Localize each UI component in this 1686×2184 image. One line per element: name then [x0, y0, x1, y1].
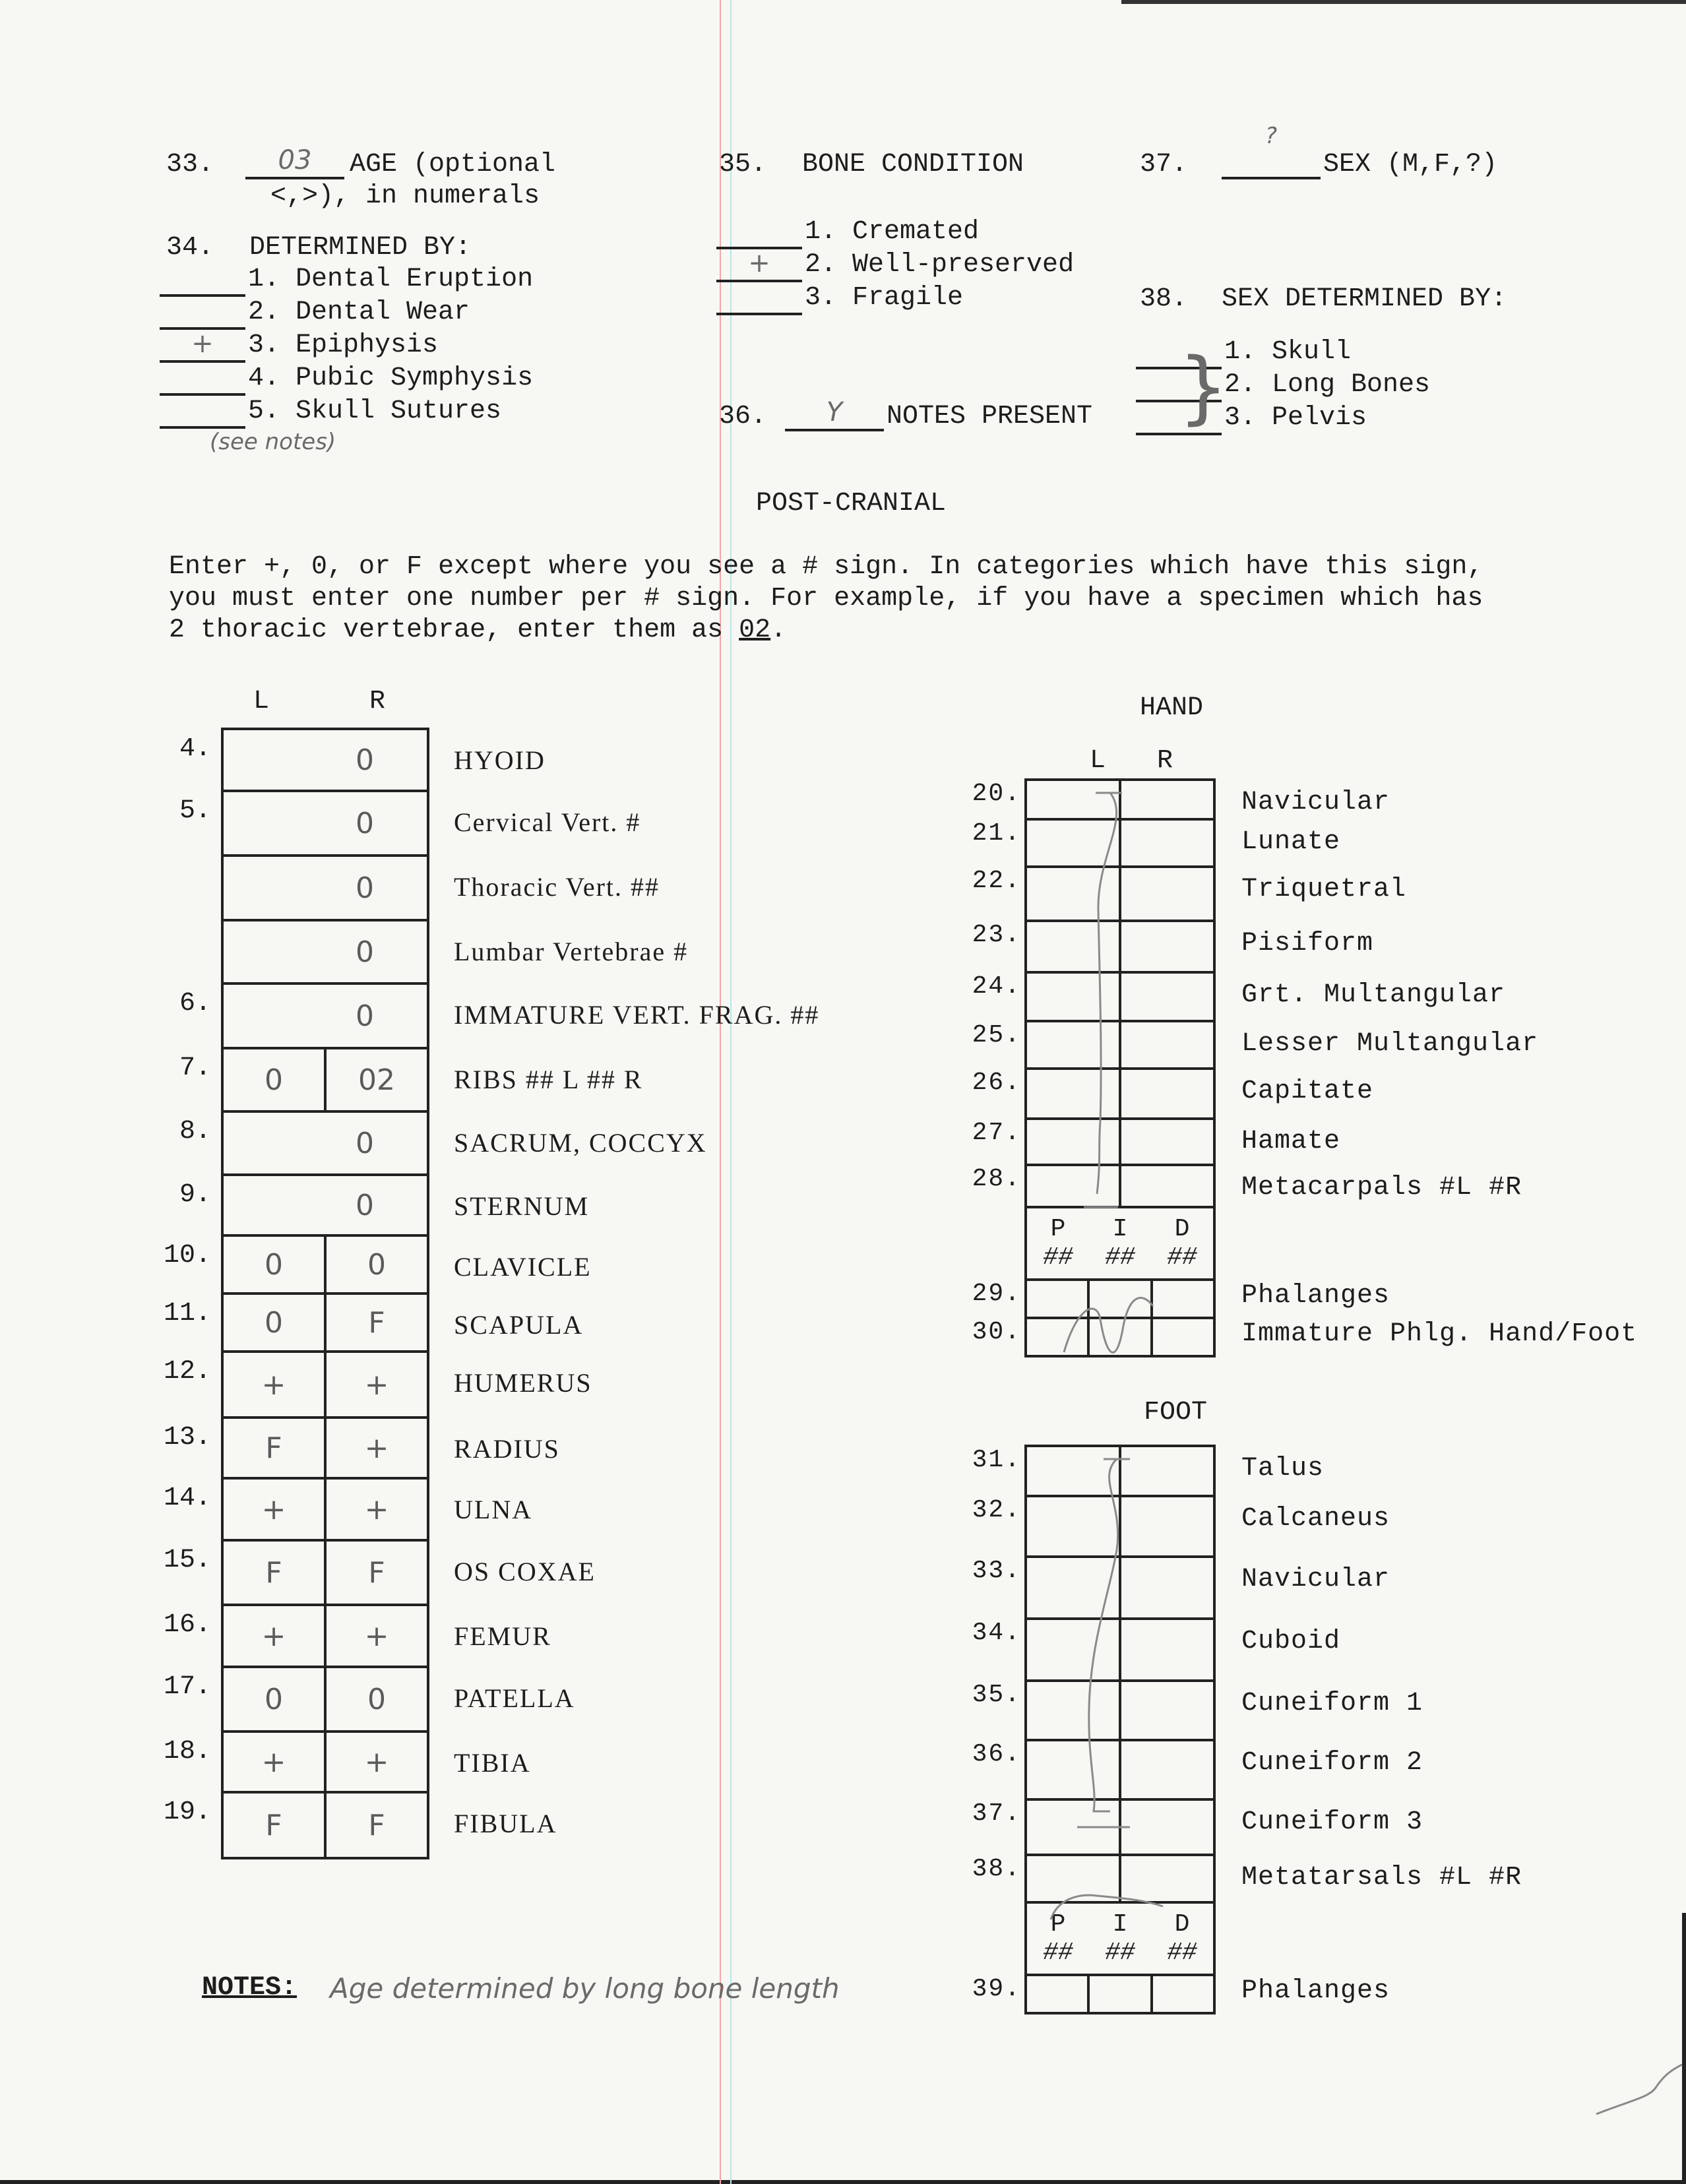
- bone-row: [1027, 821, 1213, 868]
- phalanx-hash: ##: [1105, 1939, 1135, 1967]
- q37-value: ?: [1264, 123, 1278, 149]
- row-label: Pisiform: [1241, 929, 1374, 958]
- cell-left[interactable]: [1027, 1120, 1121, 1164]
- bone-row: [1027, 974, 1213, 1022]
- phalanx-row: [1027, 1319, 1213, 1357]
- cell-left[interactable]: [224, 1794, 327, 1857]
- cell-mark: F: [368, 1555, 385, 1590]
- cell-mark: 0: [265, 1305, 283, 1340]
- cell-right[interactable]: [327, 1237, 427, 1292]
- row-number: 11.: [163, 1299, 211, 1328]
- cell-right[interactable]: [1121, 1856, 1213, 1901]
- cell-mark: 0: [367, 1682, 386, 1716]
- q33-label-line1: AGE (optional: [350, 150, 556, 179]
- cell-right[interactable]: [327, 1049, 427, 1110]
- grid-row: [224, 1542, 427, 1606]
- row-number: 4.: [179, 734, 211, 764]
- cell-left[interactable]: [1027, 1070, 1121, 1117]
- row-label: FIBULA: [454, 1809, 557, 1838]
- grid-row: [224, 1237, 427, 1295]
- cell-left[interactable]: [224, 1419, 327, 1477]
- phalanx-header-label: P: [1050, 1910, 1066, 1939]
- row-label: Cuneiform 2: [1241, 1748, 1423, 1778]
- phalanx-cell[interactable]: [1153, 1976, 1213, 2012]
- cell-left[interactable]: [1027, 1022, 1121, 1067]
- grid-row: [224, 1480, 427, 1542]
- row-label: RADIUS: [454, 1434, 560, 1464]
- grid-row: [224, 1419, 427, 1480]
- q38-option-label: 2. Long Bones: [1224, 370, 1431, 400]
- cell-right[interactable]: [1121, 1682, 1213, 1739]
- row-label: HYOID: [454, 745, 546, 775]
- q38-number: 38.: [1140, 284, 1188, 314]
- row-label: Thoracic Vert. ##: [454, 872, 660, 902]
- grid-row: [224, 857, 427, 921]
- bone-row: [1027, 1447, 1213, 1497]
- row-number: 21.: [972, 819, 1021, 848]
- cell-mark: +: [261, 1492, 286, 1526]
- cell-left[interactable]: [224, 1049, 327, 1110]
- cell-right[interactable]: [327, 1542, 427, 1604]
- cell-mark: 0: [356, 935, 374, 969]
- cell-right[interactable]: [1121, 1022, 1213, 1067]
- cell-mark: +: [261, 1619, 286, 1653]
- grid-row: [224, 792, 427, 857]
- row-number: 19.: [163, 1797, 211, 1827]
- instructions-line-1: Enter +, 0, or F except where you see a # sign. In categories which have this sign,: [169, 552, 1483, 582]
- row-number: 38.: [972, 1855, 1021, 1883]
- row-label: RIBS ## L ## R: [454, 1065, 643, 1094]
- foot-title: FOOT: [1144, 1398, 1208, 1427]
- bone-row: [1027, 1497, 1213, 1558]
- q38-bracket-mark: }: [1178, 342, 1229, 433]
- q36-number: 36.: [719, 402, 767, 431]
- cell-left[interactable]: [1027, 922, 1121, 971]
- cell-left[interactable]: [1027, 1620, 1121, 1679]
- row-label: Navicular: [1241, 788, 1390, 817]
- cell-mark: F: [368, 1808, 385, 1842]
- phalanx-row: [1027, 1976, 1213, 2014]
- cell-right[interactable]: [327, 1353, 427, 1416]
- cell-right[interactable]: [327, 1606, 427, 1666]
- row-number: 7.: [179, 1053, 211, 1083]
- grid-row: [224, 1176, 427, 1237]
- row-label: Talus: [1241, 1454, 1325, 1483]
- q35-number: 35.: [719, 150, 767, 179]
- q36-value: Y: [826, 397, 843, 427]
- bone-row: [1027, 1682, 1213, 1741]
- cell-mark: +: [261, 1367, 286, 1402]
- cell-left[interactable]: [224, 1668, 327, 1730]
- cell-right[interactable]: [327, 1419, 427, 1477]
- cell-value[interactable]: [224, 985, 427, 1047]
- cell-right[interactable]: [327, 1668, 427, 1730]
- instructions-suffix: .: [770, 615, 787, 645]
- phalanx-header-label: P: [1050, 1215, 1066, 1243]
- phalanx-header-label: I: [1112, 1910, 1128, 1939]
- bone-row: [1027, 1856, 1213, 1904]
- cell-right[interactable]: [1121, 1620, 1213, 1679]
- grid-row: [224, 730, 427, 792]
- row-label: SACRUM, COCCYX: [454, 1128, 707, 1158]
- scan-edge-top: [1121, 0, 1686, 4]
- bone-row: [1027, 781, 1213, 821]
- row-label: HUMERUS: [454, 1368, 592, 1398]
- row-label: FEMUR: [454, 1621, 551, 1651]
- phalanx-hash: ##: [1167, 1939, 1197, 1967]
- bone-row: [1027, 1558, 1213, 1620]
- row-number: 37.: [972, 1799, 1021, 1828]
- grid-row: [224, 985, 427, 1049]
- cell-mark: +: [364, 1431, 389, 1465]
- cell-right[interactable]: [327, 1480, 427, 1539]
- phalanx-hash: ##: [1105, 1243, 1135, 1272]
- cell-left[interactable]: [224, 1480, 327, 1539]
- row-label: Lumbar Vertebrae #: [454, 937, 689, 966]
- phalanx-header-label: I: [1112, 1215, 1128, 1243]
- q34-option-label: 2. Dental Wear: [248, 297, 470, 327]
- cell-right[interactable]: [1121, 1070, 1213, 1117]
- cell-right[interactable]: [327, 1733, 427, 1791]
- phalanx-cell[interactable]: [1153, 1281, 1213, 1317]
- cell-right[interactable]: [1121, 821, 1213, 865]
- cell-mark: 0: [356, 806, 374, 840]
- phalanx-cell[interactable]: [1090, 1281, 1152, 1317]
- phalanx-hash: ##: [1043, 1243, 1073, 1272]
- cell-mark: 0: [356, 743, 374, 777]
- row-number: 18.: [163, 1737, 211, 1766]
- phalanx-cell[interactable]: [1090, 1976, 1152, 2012]
- cell-right[interactable]: [1121, 974, 1213, 1020]
- q34-annotation: (see notes): [210, 429, 336, 455]
- cell-left[interactable]: [224, 1237, 327, 1292]
- row-label: Cervical Vert. #: [454, 807, 641, 837]
- bone-row: [1027, 1620, 1213, 1682]
- row-number: 23.: [972, 921, 1021, 949]
- cell-right[interactable]: [1121, 1558, 1213, 1617]
- row-number: 16.: [163, 1610, 211, 1640]
- row-label: Calcaneus: [1241, 1504, 1390, 1534]
- q33-label-line2: <,>), in numerals: [270, 181, 540, 211]
- row-number: 22.: [972, 867, 1021, 895]
- cell-right[interactable]: [1121, 1497, 1213, 1555]
- phalanx-cell[interactable]: [1027, 1281, 1090, 1317]
- cell-value[interactable]: [224, 921, 427, 982]
- row-number: 14.: [163, 1483, 211, 1513]
- cell-mark: F: [265, 1808, 282, 1842]
- phalanx-cell[interactable]: [1027, 1976, 1090, 2012]
- row-number: 25.: [972, 1021, 1021, 1049]
- grid-header-right: R: [369, 687, 386, 716]
- cell-right[interactable]: [1121, 1166, 1213, 1206]
- cell-mark: 02: [358, 1063, 395, 1097]
- phalanx-header-label: D: [1174, 1215, 1190, 1243]
- bone-row: [1027, 1166, 1213, 1208]
- q34-option-label: 4. Pubic Symphysis: [248, 363, 534, 393]
- q35-option-label: 1. Cremated: [805, 217, 980, 247]
- post-cranial-grid: [221, 728, 429, 1859]
- q34-number: 34.: [166, 233, 214, 263]
- cell-right[interactable]: [1121, 1801, 1213, 1854]
- q34-option-label: 1. Dental Eruption: [248, 265, 534, 294]
- row-number: 26.: [972, 1069, 1021, 1097]
- row-label: Grt. Multangular: [1241, 980, 1506, 1010]
- instructions-example-value: 02: [739, 615, 771, 645]
- q35-option-label: 3. Fragile: [805, 283, 964, 313]
- cell-mark: +: [261, 1745, 286, 1779]
- cell-mark: 0: [356, 1188, 374, 1222]
- cell-left[interactable]: [224, 1733, 327, 1791]
- q38-heading: SEX DETERMINED BY:: [1222, 284, 1507, 314]
- q34-heading: DETERMINED BY:: [249, 233, 472, 263]
- bone-row: [1027, 1070, 1213, 1120]
- post-cranial-title: POST-CRANIAL: [756, 489, 947, 518]
- row-number: 17.: [163, 1672, 211, 1702]
- hand-title: HAND: [1140, 693, 1204, 723]
- cell-mark: +: [364, 1367, 389, 1402]
- cell-left[interactable]: [224, 1353, 327, 1416]
- row-label: Metatarsals #L #R: [1241, 1863, 1522, 1892]
- q37-sex-field[interactable]: [1222, 123, 1321, 179]
- row-number: 35.: [972, 1681, 1021, 1709]
- bone-row: [1027, 1741, 1213, 1801]
- grid-row: [224, 1113, 427, 1176]
- row-number: 15.: [163, 1545, 211, 1575]
- cell-mark: F: [265, 1555, 282, 1590]
- grid-row: [224, 1668, 427, 1733]
- cell-left[interactable]: [1027, 1497, 1121, 1555]
- row-label: ULNA: [454, 1495, 533, 1524]
- q34-option-mark: +: [191, 328, 214, 359]
- row-number: 24.: [972, 972, 1021, 1001]
- cell-mark: +: [364, 1619, 389, 1653]
- phalanx-hash: ##: [1043, 1939, 1073, 1967]
- cell-mark: +: [364, 1492, 389, 1526]
- bone-row: [1027, 1801, 1213, 1856]
- row-label: CLAVICLE: [454, 1252, 592, 1282]
- phalanx-row: [1027, 1281, 1213, 1319]
- cell-left[interactable]: [1027, 974, 1121, 1020]
- row-label: Cuneiform 1: [1241, 1689, 1423, 1718]
- cell-mark: 0: [356, 1126, 374, 1160]
- cell-value[interactable]: [224, 1113, 427, 1173]
- grid-row: [224, 1606, 427, 1668]
- row-number: 28.: [972, 1165, 1021, 1193]
- grid-row: [224, 1733, 427, 1794]
- cell-mark: 0: [356, 871, 374, 905]
- phalanx-header-label: D: [1174, 1910, 1190, 1939]
- cell-value[interactable]: [224, 730, 427, 790]
- grid-row: [224, 1295, 427, 1353]
- cell-left[interactable]: [224, 1606, 327, 1666]
- grid-row: [224, 1353, 427, 1419]
- cell-left[interactable]: [1027, 781, 1121, 818]
- cell-right[interactable]: [1121, 868, 1213, 920]
- row-label: OS COXAE: [454, 1557, 596, 1586]
- cell-left[interactable]: [1027, 1801, 1121, 1854]
- row-label: Phalanges: [1241, 1976, 1390, 2006]
- cell-right[interactable]: [1121, 1447, 1213, 1495]
- row-number: 27.: [972, 1119, 1021, 1147]
- row-label: Phalanges: [1241, 1281, 1390, 1311]
- cell-value[interactable]: [224, 792, 427, 854]
- q34-option-label: 5. Skull Sutures: [248, 396, 502, 426]
- q37-label: SEX (M,F,?): [1323, 150, 1498, 179]
- row-label: PATELLA: [454, 1683, 575, 1713]
- row-label: STERNUM: [454, 1191, 590, 1221]
- cell-right[interactable]: [327, 1794, 427, 1857]
- margin-line-red: [720, 0, 721, 2184]
- margin-line-cyan: [730, 0, 732, 2184]
- phalanx-header: [1027, 1208, 1213, 1281]
- cell-left[interactable]: [1027, 1741, 1121, 1798]
- bone-row: [1027, 1022, 1213, 1070]
- phalanx-header: [1027, 1904, 1213, 1976]
- cell-left[interactable]: [224, 1295, 327, 1350]
- cell-right[interactable]: [1121, 781, 1213, 818]
- q33-age-value: 03: [278, 145, 312, 175]
- q38-option-label: 1. Skull: [1224, 337, 1352, 367]
- cell-left[interactable]: [1027, 1856, 1121, 1901]
- notes-label: NOTES:: [202, 1973, 297, 2003]
- row-label: Lesser Multangular: [1241, 1029, 1539, 1059]
- cell-mark: F: [368, 1305, 385, 1340]
- cell-left[interactable]: [1027, 1558, 1121, 1617]
- phalanx-cell[interactable]: [1027, 1319, 1090, 1355]
- row-number: 39.: [972, 1975, 1021, 2003]
- row-number: 10.: [163, 1241, 211, 1270]
- cell-right[interactable]: [327, 1295, 427, 1350]
- phalanx-cell[interactable]: [1090, 1319, 1152, 1355]
- row-number: 9.: [179, 1180, 211, 1210]
- row-number: 20.: [972, 780, 1021, 808]
- cell-mark: 0: [356, 999, 374, 1033]
- q37-number: 37.: [1140, 150, 1188, 179]
- row-number: 36.: [972, 1740, 1021, 1768]
- cell-mark: 0: [265, 1247, 283, 1282]
- grid-header-left: L: [253, 687, 270, 716]
- instructions-line-3-text: 2 thoracic vertebrae, enter them as: [169, 615, 739, 645]
- row-number: 30.: [972, 1318, 1021, 1346]
- cell-left[interactable]: [1027, 868, 1121, 920]
- row-label: Triquetral: [1241, 875, 1407, 904]
- row-label: Hamate: [1241, 1127, 1341, 1156]
- row-number: 13.: [163, 1423, 211, 1452]
- cell-left[interactable]: [224, 1542, 327, 1604]
- bone-row: [1027, 1120, 1213, 1166]
- cell-left[interactable]: [1027, 1682, 1121, 1739]
- bone-row: [1027, 922, 1213, 974]
- row-label: Lunate: [1241, 827, 1341, 857]
- row-number: 8.: [179, 1117, 211, 1146]
- cell-mark: 0: [265, 1682, 283, 1716]
- row-label: SCAPULA: [454, 1310, 584, 1340]
- row-number: 29.: [972, 1280, 1021, 1308]
- scan-edge-bottom: [0, 2180, 1686, 2184]
- row-label: Immature Phlg. Hand/Foot: [1241, 1319, 1638, 1349]
- cell-right[interactable]: [1121, 1120, 1213, 1164]
- cell-right[interactable]: [1121, 1741, 1213, 1798]
- row-label: Cuneiform 3: [1241, 1807, 1423, 1837]
- instructions-line-3: [169, 615, 786, 646]
- row-number: 31.: [972, 1446, 1021, 1474]
- row-label: Metacarpals #L #R: [1241, 1173, 1522, 1202]
- row-number: 33.: [972, 1557, 1021, 1585]
- cell-mark: 0: [265, 1063, 283, 1097]
- q36-notes-field[interactable]: [785, 398, 884, 431]
- row-label: Navicular: [1241, 1565, 1390, 1594]
- hand-header-right: R: [1157, 746, 1173, 776]
- cell-value[interactable]: [224, 1176, 427, 1234]
- q38-option-label: 3. Pelvis: [1224, 403, 1367, 433]
- cell-right[interactable]: [1121, 922, 1213, 971]
- foot-grid: [1024, 1445, 1216, 2014]
- row-number: 6.: [179, 989, 211, 1018]
- hand-grid: [1024, 778, 1216, 1357]
- cell-left[interactable]: [1027, 821, 1121, 865]
- row-label: Cuboid: [1241, 1627, 1341, 1656]
- row-number: 34.: [972, 1619, 1021, 1647]
- cell-mark: F: [265, 1431, 282, 1465]
- grid-row: [224, 1794, 427, 1859]
- cell-value[interactable]: [224, 857, 427, 919]
- row-label: TIBIA: [454, 1748, 531, 1778]
- cell-mark: +: [364, 1745, 389, 1779]
- cell-left[interactable]: [1027, 1166, 1121, 1206]
- row-number: 32.: [972, 1496, 1021, 1524]
- q33-number: 33.: [166, 150, 214, 179]
- row-number: 12.: [163, 1357, 211, 1387]
- notes-text[interactable]: Age determined by long bone length: [330, 1972, 840, 2005]
- instructions-line-2: you must enter one number per # sign. For example, if you have a specimen which has: [169, 584, 1483, 613]
- q35-option-mark: +: [748, 248, 770, 278]
- phalanx-hash: ##: [1167, 1243, 1197, 1272]
- hand-header-left: L: [1090, 746, 1106, 776]
- scan-edge-right: [1682, 1913, 1686, 2184]
- bone-row: [1027, 868, 1213, 922]
- phalanx-cell[interactable]: [1153, 1319, 1213, 1355]
- q33-age-field[interactable]: [245, 146, 344, 179]
- row-label: IMMATURE VERT. FRAG. ##: [454, 1000, 820, 1030]
- q34-option-label: 3. Epiphysis: [248, 330, 439, 360]
- grid-row: [224, 921, 427, 985]
- grid-row: [224, 1049, 427, 1113]
- q35-option-label: 2. Well-preserved: [805, 250, 1075, 280]
- pencil-stray-mark: [1590, 2051, 1686, 2131]
- row-number: 5.: [179, 796, 211, 826]
- q36-label: NOTES PRESENT: [887, 402, 1093, 431]
- row-label: Capitate: [1241, 1076, 1374, 1106]
- cell-left[interactable]: [1027, 1447, 1121, 1495]
- cell-mark: 0: [367, 1247, 386, 1282]
- q35-heading: BONE CONDITION: [802, 150, 1024, 179]
